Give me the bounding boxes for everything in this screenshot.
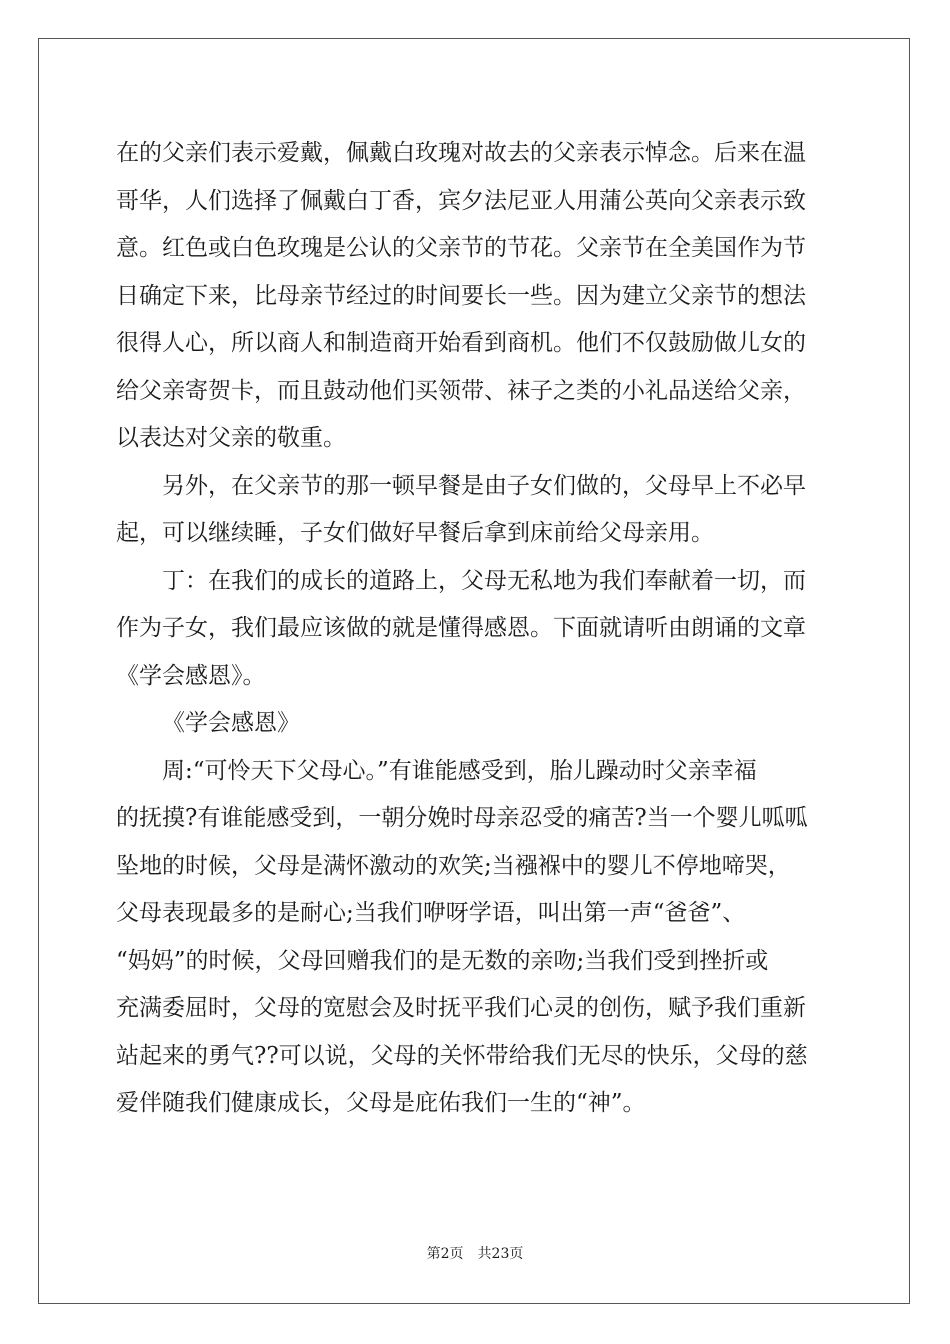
text-line: 起，可以继续睡，子女们做好早餐后拿到床前给父母亲用。: [116, 520, 714, 546]
text-line: 日确定下来，比母亲节经过的时间要长一些。因为建立父亲节的想法: [116, 282, 806, 309]
text-line: 以表达对父亲的敬重。: [116, 425, 346, 451]
text-line: 很得人心，所以商人和制造商开始看到商机。他们不仅鼓励做儿女的: [116, 330, 806, 356]
page-number: 第2页 共23页: [426, 1246, 524, 1262]
text-line: 作为子女，我们最应该做的就是懂得感恩。下面就请听由朗诵的文章: [116, 615, 806, 641]
text-line: 给父亲寄贺卡，而且鼓动他们买领带、袜子之类的小礼品送给父亲，: [116, 377, 806, 404]
text-line: 父母表现最多的是耐心;当我们咿呀学语，叫出第一声“爸爸”、: [116, 900, 746, 926]
text-line: 坠地的时候，父母是满怀激动的欢笑;当襁褓中的婴儿不停地啼哭，: [116, 852, 791, 879]
section-title: 《学会感恩》: [162, 710, 300, 736]
text-line: 充满委屈时，父母的宽慰会及时抚平我们心灵的创伤，赋予我们重新: [116, 995, 806, 1021]
text-line: 意。红色或白色玫瑰是公认的父亲节的节花。父亲节在全美国作为节: [116, 235, 806, 261]
text-line: 爱伴随我们健康成长，父母是庇佑我们一生的“神”。: [116, 1090, 646, 1116]
text-line: 另外，在父亲节的那一顿早餐是由子女们做的，父母早上不必早: [162, 472, 806, 499]
document-body: [116, 130, 836, 1128]
text-line: 站起来的勇气??可以说，父母的关怀带给我们无尽的快乐，父母的慈: [116, 1042, 808, 1069]
text-line: 丁：在我们的成长的道路上，父母无私地为我们奉献着一切，而: [162, 567, 806, 594]
text-line: 在的父亲们表示爱戴，佩戴白玫瑰对故去的父亲表示悼念。后来在温: [116, 140, 806, 166]
text-line: “妈妈”的时候，父母回赠我们的是无数的亲吻;当我们受到挫折或: [116, 947, 769, 974]
text-line: 的抚摸?有谁能感受到，一朝分娩时母亲忍受的痛苦?当一个婴儿呱呱: [116, 805, 808, 831]
text-line: 哥华，人们选择了佩戴白丁香，宾夕法尼亚人用蒲公英向父亲表示致: [116, 187, 806, 214]
text-line: 《学会感恩》。: [116, 662, 266, 689]
text-line: 周:“可怜天下父母心。”有谁能感受到，胎儿躁动时父亲幸福: [162, 757, 757, 784]
